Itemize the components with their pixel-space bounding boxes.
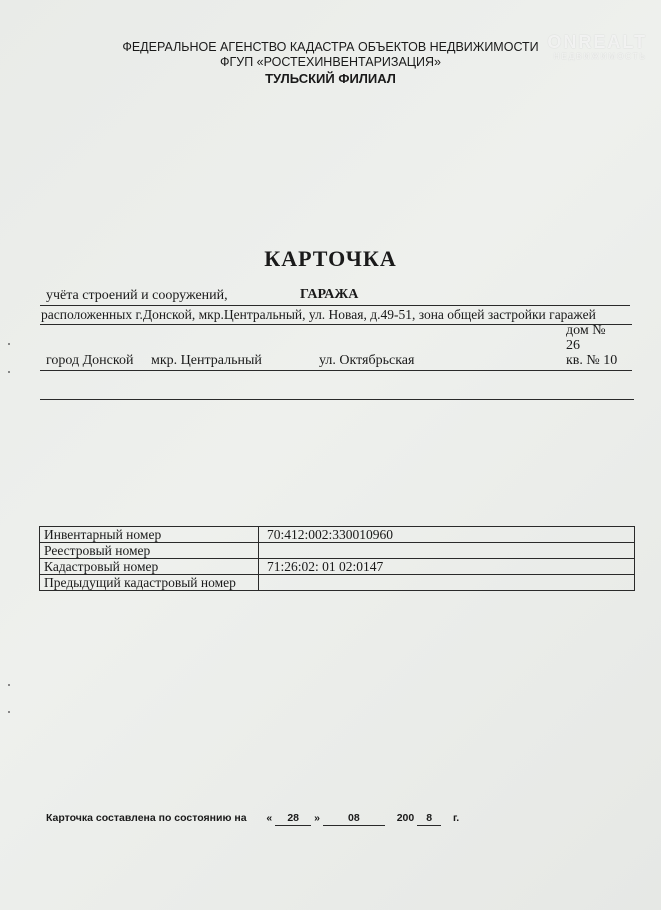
margin-mark [8, 684, 10, 686]
agency-name: ФЕДЕРАЛЬНОЕ АГЕНСТВО КАДАСТРА ОБЪЕКТОВ НЕДВИЖИМОСТИ [122, 40, 539, 54]
table-label: Реестровый номер [40, 543, 259, 559]
table-row [40, 543, 635, 559]
margin-mark [8, 343, 10, 345]
table-row [40, 527, 635, 543]
table-label: Кадастровый номер [40, 559, 259, 575]
blank-line [40, 399, 634, 400]
watermark-subtitle: НЕДВИЖИМОСТЬ [553, 52, 647, 61]
address-district: мкр. Центральный [151, 353, 262, 368]
year-unit: г. [452, 812, 460, 824]
footer-text: Карточка составлена по состоянию на [46, 812, 247, 824]
organization-name: ФГУП «РОСТЕХИНВЕНТАРИЗАЦИЯ» [219, 55, 442, 69]
open-quote: « [266, 812, 273, 824]
address-underline [40, 370, 632, 371]
margin-mark [8, 711, 10, 713]
table-label: Инвентарный номер [40, 527, 259, 543]
house-label: дом № [566, 323, 606, 338]
date-month: 08 [323, 812, 385, 826]
object-type: ГАРАЖА [300, 287, 359, 302]
watermark [547, 32, 647, 62]
year-suffix: 8 [417, 812, 441, 826]
footer-date-line [46, 812, 459, 826]
address-street: ул. Октябрьская [319, 353, 415, 368]
registration-table [39, 526, 635, 591]
date-day: 28 [275, 812, 311, 826]
address-city: город Донской [46, 353, 134, 368]
table-value [259, 543, 635, 559]
purpose-underline [40, 305, 630, 306]
location-text: расположенных г.Донской, мкр.Центральный, ул. Новая, д.49-51, зона общей застройки гаражей [41, 307, 596, 322]
document-title: КАРТОЧКА [264, 246, 397, 271]
house-number: 26 [566, 338, 580, 353]
year-prefix: 200 [396, 812, 415, 824]
apartment-number: кв. № 10 [566, 353, 618, 368]
table-value: 70:412:002:330010960 [259, 527, 635, 543]
branch-name: ТУЛЬСКИЙ ФИЛИАЛ [265, 71, 396, 86]
watermark-logo: ONREALT [547, 32, 647, 52]
table-label: Предыдущий кадастровый номер [40, 575, 259, 591]
margin-mark [8, 371, 10, 373]
table-row [40, 575, 635, 591]
table-value [259, 575, 635, 591]
close-quote: » [314, 812, 320, 824]
location-underline [40, 324, 632, 325]
table-row [40, 559, 635, 575]
table-value: 71:26:02: 01 02:0147 [259, 559, 635, 575]
purpose-label: учёта строений и сооружений, [46, 288, 228, 303]
